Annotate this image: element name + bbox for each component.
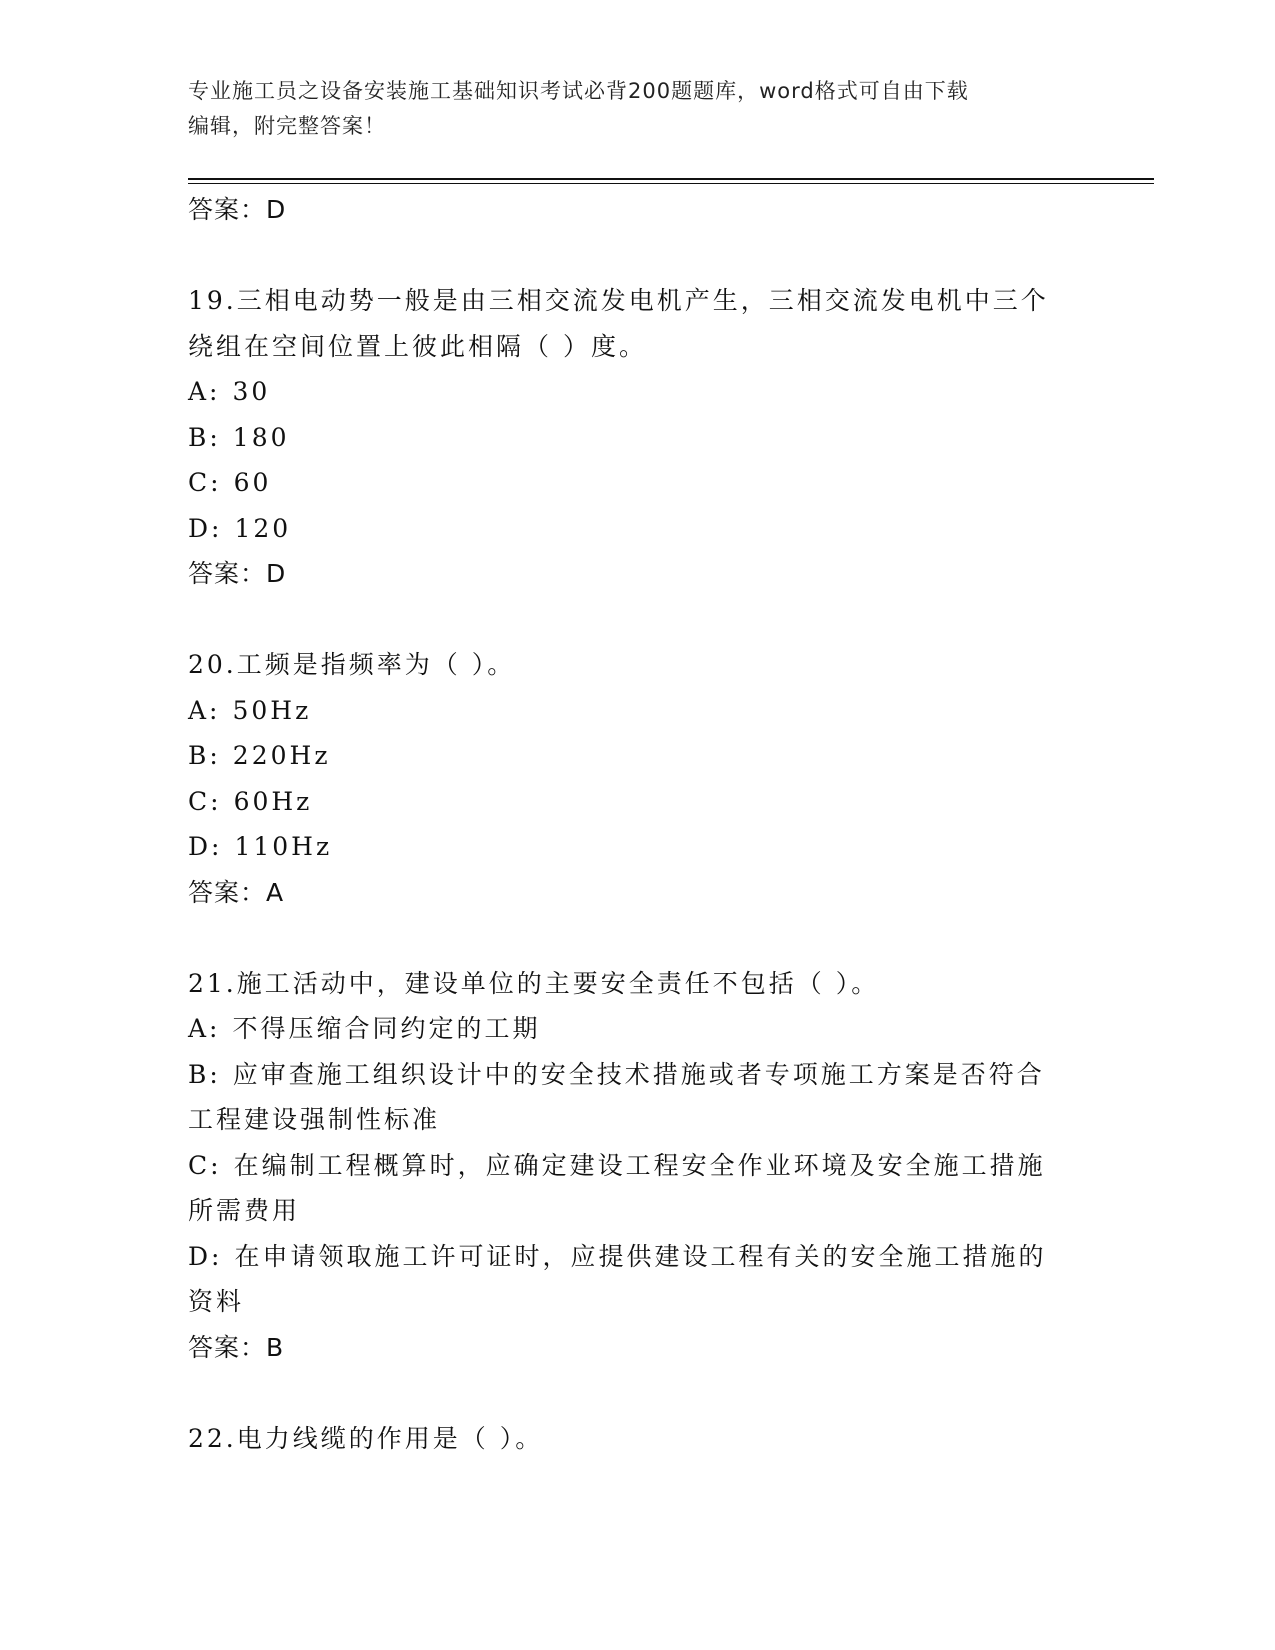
question-21: [188, 961, 1088, 1371]
option-label: D:: [188, 513, 223, 543]
option-label: D:: [188, 832, 223, 861]
header-divider-thin: [188, 183, 1154, 184]
option-d: [188, 1234, 1088, 1280]
question-text: 22.电力线缆的作用是（ ）。: [188, 1423, 544, 1453]
option-d-continued: 资料: [188, 1287, 245, 1316]
option-b: [188, 415, 1088, 461]
option-text: 在申请领取施工许可证时，应提供建设工程有关的安全施工措施的: [234, 1241, 1047, 1271]
option-text: 不得压缩合同约定的工期: [232, 1014, 541, 1043]
option-b-continued: 工程建设强制性标准: [188, 1105, 441, 1134]
question-20: [188, 642, 1088, 915]
option-c: [188, 460, 1088, 506]
option-text: 在编制工程概算时，应确定建设工程安全作业环境及安全施工措施: [233, 1150, 1046, 1180]
question-text: 19.三相电动势一般是由三相交流发电机产生，三相交流发电机中三个: [188, 286, 1049, 315]
answer-line: 答案：D: [188, 195, 287, 224]
document-body: [188, 187, 1088, 1461]
question-19: [188, 278, 1088, 597]
option-text: 应审查施工组织设计中的安全技术措施或者专项施工方案是否符合: [232, 1059, 1045, 1089]
option-c: [188, 779, 1088, 825]
option-a: [188, 1006, 1088, 1052]
option-text: 30: [232, 377, 271, 406]
header-divider: [188, 178, 1154, 180]
header-line-2: 编辑，附完整答案！: [188, 114, 386, 138]
option-label: D:: [188, 1241, 223, 1271]
answer-line: 答案：A: [188, 877, 285, 907]
option-label: A:: [188, 695, 221, 725]
question-text: 21.施工活动中，建设单位的主要安全责任不包括（ ）。: [188, 968, 880, 998]
option-a: [188, 688, 1088, 734]
option-a: [188, 369, 1088, 415]
spacer: [188, 597, 1088, 643]
option-c: [188, 1143, 1088, 1189]
option-text: 180: [232, 422, 290, 452]
option-c-continued: 所需费用: [188, 1196, 301, 1225]
spacer: [188, 915, 1088, 961]
option-label: C:: [188, 468, 222, 497]
option-label: B:: [188, 422, 221, 452]
option-d: [188, 506, 1088, 552]
option-text: 60Hz: [233, 786, 313, 816]
answer-line: 答案：B: [188, 1332, 285, 1362]
option-text: 60: [233, 468, 272, 497]
option-text: 110Hz: [234, 832, 333, 861]
spacer: [188, 1370, 1088, 1416]
question-22: [188, 1416, 1088, 1462]
option-label: A:: [188, 1014, 221, 1043]
header-line-1: 专业施工员之设备安装施工基础知识考试必背200题题库，word格式可自由下载: [188, 79, 969, 103]
option-label: C:: [188, 786, 222, 816]
document-header: [188, 74, 1068, 144]
question-text-continued: 绕组在空间位置上彼此相隔（ ）度。: [188, 331, 647, 361]
answer-line: 答案：D: [188, 559, 287, 588]
option-text: 50Hz: [232, 695, 312, 725]
option-b: [188, 733, 1088, 779]
spacer: [188, 233, 1088, 279]
option-label: B:: [188, 1059, 221, 1089]
option-text: 120: [234, 513, 292, 543]
option-b: [188, 1052, 1088, 1098]
option-label: A:: [188, 377, 221, 406]
question-text: 20.工频是指频率为（ ）。: [188, 650, 516, 679]
option-text: 220Hz: [232, 741, 331, 770]
option-label: B:: [188, 741, 221, 770]
option-d: [188, 824, 1088, 870]
option-label: C:: [188, 1150, 222, 1180]
